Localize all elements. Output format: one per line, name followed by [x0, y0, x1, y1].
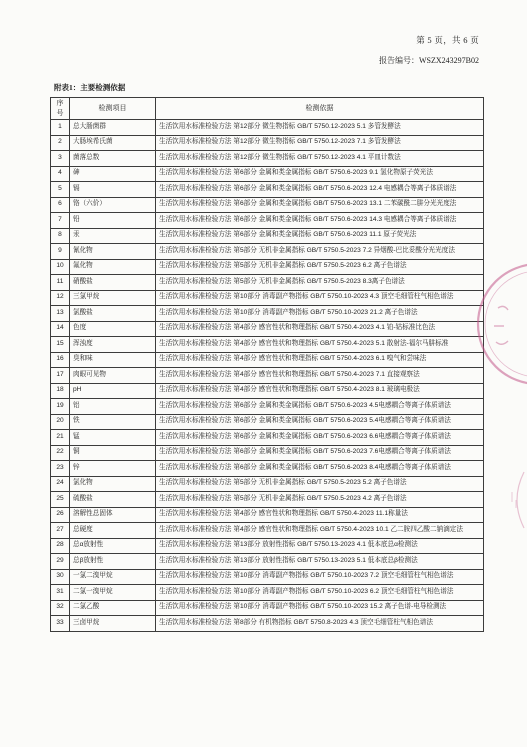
- table-row: [51, 461, 484, 477]
- test-item: 浑浊度: [70, 337, 156, 353]
- row-number: 4: [51, 166, 70, 182]
- test-item: 臭和味: [70, 352, 156, 368]
- basis-table-body: [51, 120, 484, 632]
- test-basis: 生活饮用水标准检验方法 第13部分 放射性指标 GB/T 5750.13-2023 4.1 低本底总α检测法: [156, 538, 484, 554]
- test-item: 色度: [70, 321, 156, 337]
- table-row: [51, 197, 484, 213]
- seal-fragment-arc: [517, 472, 524, 528]
- test-item: 菌落总数: [70, 151, 156, 167]
- test-basis: 生活饮用水标准检验方法 第12部分 微生物指标 GB/T 5750.12-2023 4.1 平皿计数法: [156, 151, 484, 167]
- test-basis: 生活饮用水标准检验方法 第6部分 金属和类金属指标 GB/T 5750.6-2023 11.1 原子荧光法: [156, 228, 484, 244]
- seal-mark: [494, 306, 508, 344]
- row-number: 16: [51, 352, 70, 368]
- appendix-title: 附表1：主要检测依据: [54, 83, 126, 92]
- test-item: 三氯甲烷: [70, 290, 156, 306]
- row-number: 27: [51, 523, 70, 539]
- table-row: [51, 321, 484, 337]
- column-header-no: 序号: [51, 98, 70, 120]
- test-item: 二氯一溴甲烷: [70, 585, 156, 601]
- table-row: [51, 337, 484, 353]
- row-number: 12: [51, 290, 70, 306]
- test-item: 铅: [70, 213, 156, 229]
- seal-fragment: [498, 470, 527, 530]
- table-row: [51, 445, 484, 461]
- test-basis: 生活饮用水标准检验方法 第12部分 微生物指标 GB/T 5750.12-2023 7.1 多管发酵法: [156, 135, 484, 151]
- row-number: 2: [51, 135, 70, 151]
- test-basis: 生活饮用水标准检验方法 第4部分 感官性状和物理指标 GB/T 5750.4-2023 4.1 铂-钴标准比色法: [156, 321, 484, 337]
- test-item: 铜: [70, 445, 156, 461]
- row-number: 7: [51, 213, 70, 229]
- test-basis: 生活饮用水标准检验方法 第10部分 消毒副产物指标 GB/T 5750.10-2023 6.2 顶空毛细管柱气相色谱法: [156, 585, 484, 601]
- test-basis: 生活饮用水标准检验方法 第10部分 消毒副产物指标 GB/T 5750.10-2023 21.2 离子色谱法: [156, 306, 484, 322]
- official-seal: [468, 256, 527, 392]
- row-number: 33: [51, 616, 70, 632]
- table-row: [51, 166, 484, 182]
- test-item: 总大肠菌群: [70, 120, 156, 136]
- table-row: [51, 414, 484, 430]
- table-header: [51, 98, 484, 120]
- test-item: 镉: [70, 182, 156, 198]
- row-number: 25: [51, 492, 70, 508]
- test-item: 总β放射性: [70, 554, 156, 570]
- row-number: 8: [51, 228, 70, 244]
- table-row: [51, 259, 484, 275]
- test-basis: 生活饮用水标准检验方法 第5部分 无机非金属指标 GB/T 5750.5-2023 6.2 离子色谱法: [156, 259, 484, 275]
- test-basis: 生活饮用水标准检验方法 第6部分 金属和类金属指标 GB/T 5750.6-2023 4.5电感耦合等离子体质谱法: [156, 399, 484, 415]
- row-number: 32: [51, 600, 70, 616]
- column-header-basis: 检测依据: [156, 98, 484, 120]
- test-basis: 生活饮用水标准检验方法 第13部分 放射性指标 GB/T 5750.13-2023 5.1 低本底总β检测法: [156, 554, 484, 570]
- table-row: [51, 399, 484, 415]
- table-row: [51, 476, 484, 492]
- header-row: [51, 98, 484, 120]
- row-number: 28: [51, 538, 70, 554]
- table-row: [51, 213, 484, 229]
- row-number: 29: [51, 554, 70, 570]
- table-row: [51, 228, 484, 244]
- row-number: 31: [51, 585, 70, 601]
- test-basis: 生活饮用水标准检验方法 第4部分 感官性状和物理指标 GB/T 5750.4-2023 8.1 玻璃电极法: [156, 383, 484, 399]
- table-row: [51, 600, 484, 616]
- table-row: [51, 306, 484, 322]
- test-basis: 生活饮用水标准检验方法 第6部分 金属和类金属指标 GB/T 5750.6-2023 14.3 电感耦合等离子体质谱法: [156, 213, 484, 229]
- row-number: 13: [51, 306, 70, 322]
- test-item: 砷: [70, 166, 156, 182]
- test-basis: 生活饮用水标准检验方法 第4部分 感官性状和物理指标 GB/T 5750.4-2023 6.1 嗅气和尝味法: [156, 352, 484, 368]
- table-row: [51, 538, 484, 554]
- table-row: [51, 120, 484, 136]
- row-number: 15: [51, 337, 70, 353]
- test-basis: 生活饮用水标准检验方法 第4部分 感官性状和物理指标 GB/T 5750.4-2023 7.1 直接观察法: [156, 368, 484, 384]
- table-row: [51, 523, 484, 539]
- test-item: 大肠埃希氏菌: [70, 135, 156, 151]
- test-basis: 生活饮用水标准检验方法 第4部分 感官性状和物理指标 GB/T 5750.4-2023 10.1 乙二胺四乙酸二钠滴定法: [156, 523, 484, 539]
- row-number: 30: [51, 569, 70, 585]
- table-row: [51, 616, 484, 632]
- row-number: 26: [51, 507, 70, 523]
- test-item: 汞: [70, 228, 156, 244]
- test-item: 三卤甲烷: [70, 616, 156, 632]
- test-basis: 生活饮用水标准检验方法 第10部分 消毒副产物指标 GB/T 5750.10-2023 4.3 顶空毛细管柱气相色谱法: [156, 290, 484, 306]
- test-item: 溶解性总固体: [70, 507, 156, 523]
- test-item: 硝酸盐: [70, 275, 156, 291]
- test-basis: 生活饮用水标准检验方法 第6部分 金属和类金属指标 GB/T 5750.6-2023 8.4电感耦合等离子体质谱法: [156, 461, 484, 477]
- test-item: 铝: [70, 399, 156, 415]
- row-number: 3: [51, 151, 70, 167]
- test-item: 氯化物: [70, 476, 156, 492]
- table-row: [51, 507, 484, 523]
- row-number: 23: [51, 461, 70, 477]
- test-item: 铁: [70, 414, 156, 430]
- test-basis: 生活饮用水标准检验方法 第5部分 无机非金属指标 GB/T 5750.5-2023 5.2 离子色谱法: [156, 476, 484, 492]
- test-item: 锰: [70, 430, 156, 446]
- test-item: 二氯乙酸: [70, 600, 156, 616]
- row-number: 18: [51, 383, 70, 399]
- test-basis: 生活饮用水标准检验方法 第6部分 金属和类金属指标 GB/T 5750.6-2023 6.6电感耦合等离子体质谱法: [156, 430, 484, 446]
- row-number: 17: [51, 368, 70, 384]
- row-number: 19: [51, 399, 70, 415]
- test-basis: 生活饮用水标准检验方法 第6部分 金属和类金属指标 GB/T 5750.6-2023 5.4电感耦合等离子体质谱法: [156, 414, 484, 430]
- test-basis: 生活饮用水标准检验方法 第12部分 微生物指标 GB/T 5750.12-2023 5.1 多管发酵法: [156, 120, 484, 136]
- test-basis: 生活饮用水标准检验方法 第5部分 无机非金属指标 GB/T 5750.5-2023 8.3离子色谱法: [156, 275, 484, 291]
- test-basis: 生活饮用水标准检验方法 第4部分 感官性状和物理指标 GB/T 5750.4-2023 5.1 散射法-福尔马肼标准: [156, 337, 484, 353]
- test-basis: 生活饮用水标准检验方法 第4部分 感官性状和物理指标 GB/T 5750.4-2023 11.1称量法: [156, 507, 484, 523]
- table-row: [51, 244, 484, 260]
- table-row: [51, 368, 484, 384]
- table-row: [51, 585, 484, 601]
- row-number: 14: [51, 321, 70, 337]
- test-item: 氰化物: [70, 244, 156, 260]
- test-basis: 生活饮用水标准检验方法 第10部分 消毒副产物指标 GB/T 5750.10-2023 7.2 顶空毛细管柱气相色谱法: [156, 569, 484, 585]
- test-basis: 生活饮用水标准检验方法 第6部分 金属和类金属指标 GB/T 5750.6-2023 13.1 二苯碳酰二肼分光光度法: [156, 197, 484, 213]
- test-basis: 生活饮用水标准检验方法 第5部分 无机非金属指标 GB/T 5750.5-2023 4.2 离子色谱法: [156, 492, 484, 508]
- test-item: 总α放射性: [70, 538, 156, 554]
- page-indicator: 第 5 页，共 6 页: [416, 35, 479, 45]
- column-header-item: 检测项目: [70, 98, 156, 120]
- table-row: [51, 352, 484, 368]
- test-basis: 生活饮用水标准检验方法 第6部分 金属和类金属指标 GB/T 5750.6-2023 7.6电感耦合等离子体质谱法: [156, 445, 484, 461]
- row-number: 1: [51, 120, 70, 136]
- table-row: [51, 554, 484, 570]
- test-basis: 生活饮用水标准检验方法 第5部分 无机非金属指标 GB/T 5750.5-2023 7.2 异烟酸-巴比妥酸分光光度法: [156, 244, 484, 260]
- test-item: 一氯二溴甲烷: [70, 569, 156, 585]
- table-row: [51, 383, 484, 399]
- test-item: 铬（六价）: [70, 197, 156, 213]
- test-item: 锌: [70, 461, 156, 477]
- test-basis: 生活饮用水标准检验方法 第6部分 金属和类金属指标 GB/T 5750.6-2023 9.1 氢化物原子荧光法: [156, 166, 484, 182]
- table-row: [51, 290, 484, 306]
- row-number: 9: [51, 244, 70, 260]
- table-row: [51, 569, 484, 585]
- row-number: 6: [51, 197, 70, 213]
- table-row: [51, 275, 484, 291]
- test-basis: 生活饮用水标准检验方法 第8部分 有机物指标 GB/T 5750.8-2023 4.3 顶空毛细管柱气相色谱法: [156, 616, 484, 632]
- test-item: 氟化物: [70, 259, 156, 275]
- test-basis: 生活饮用水标准检验方法 第6部分 金属和类金属指标 GB/T 5750.6-2023 12.4 电感耦合等离子体质谱法: [156, 182, 484, 198]
- table-row: [51, 430, 484, 446]
- test-item: 总硬度: [70, 523, 156, 539]
- table-row: [51, 135, 484, 151]
- row-number: 22: [51, 445, 70, 461]
- test-basis: 生活饮用水标准检验方法 第10部分 消毒副产物指标 GB/T 5750.10-2023 15.2 离子色谱-电导检测法: [156, 600, 484, 616]
- row-number: 24: [51, 476, 70, 492]
- row-number: 10: [51, 259, 70, 275]
- row-number: 20: [51, 414, 70, 430]
- table-row: [51, 151, 484, 167]
- row-number: 5: [51, 182, 70, 198]
- report-number: 报告编号：WSZX243297B02: [379, 56, 479, 65]
- table-row: [51, 492, 484, 508]
- test-item: 肉眼可见物: [70, 368, 156, 384]
- row-number: 21: [51, 430, 70, 446]
- row-number: 11: [51, 275, 70, 291]
- seal-fragment-mark: [512, 492, 516, 508]
- test-item: pH: [70, 383, 156, 399]
- basis-table: [50, 97, 484, 632]
- table-row: [51, 182, 484, 198]
- test-item: 硫酸盐: [70, 492, 156, 508]
- test-item: 氯酸盐: [70, 306, 156, 322]
